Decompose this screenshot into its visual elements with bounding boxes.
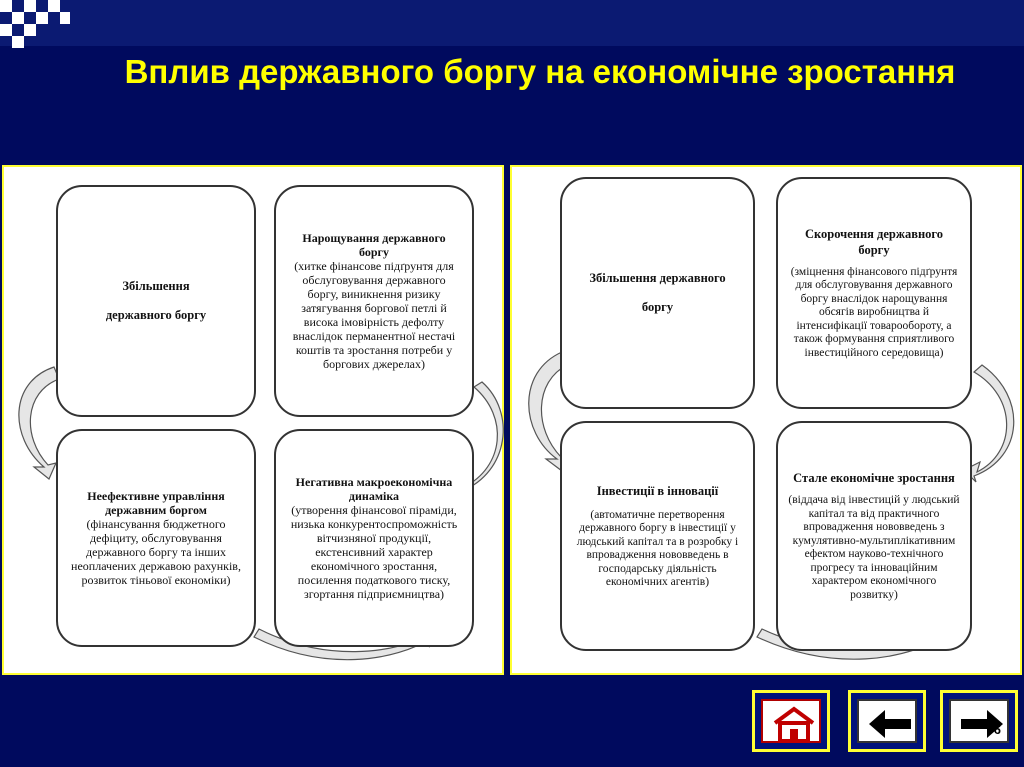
home-icon [763, 701, 825, 747]
home-button[interactable] [752, 690, 830, 752]
page-number: 6 [993, 722, 1001, 737]
arrow-right-icon [951, 701, 1013, 747]
box-heading: боргу [641, 300, 674, 314]
box-body: (фінансування бюджетного дефіциту, обслуговування державного боргу та інших неоплачених державою рахунків, розвиток тіньової економіки) [71, 517, 241, 587]
arrow-left-icon [859, 701, 921, 747]
box-heading: Збільшення державного [589, 271, 726, 285]
right-diagram-panel [510, 165, 1022, 675]
box-body: (віддача від інвестицій у людський капітал та від практичного впровадження нововведень з кумулятивно-мультиплікативним ефектом науково-технічного прогресу та інноваційним характером економічного розвитку) [788, 494, 960, 601]
box-heading: Інвестиції в інновації [596, 483, 719, 498]
previous-button-face [857, 699, 917, 743]
left-box-inefficient-management [56, 429, 256, 647]
left-box-debt-growth [274, 185, 474, 417]
box-body: (зміцнення фінансового підґрунтя для обслуговування державного боргу внаслідок нарощування обсягів виробництва й інтенсифікації товарообороту, а також формування сприятливого інвестиційного середовища) [790, 265, 958, 359]
box-body: (утворення фінансової піраміди, низька конкурентоспроможність вітчизняної продукції, екстенсивний характер економічного зростання, посилення податкового тиску, згортання підприємництва) [290, 503, 458, 601]
right-box-increase-debt [560, 177, 755, 409]
left-diagram-panel [2, 165, 504, 675]
next-slide-button[interactable] [940, 690, 1018, 752]
right-box-sustainable-growth [776, 421, 972, 651]
box-heading: Неефективне управління державним боргом [87, 489, 225, 517]
box-body: (автоматичне перетворення державного боргу в інвестиції у людський капітал та в розробку і впровадження нововведень в господарську діяльність економічних агентів) [576, 508, 739, 588]
box-body: (хитке фінансове підґрунтя для обслуговування державного боргу, виникнення ризику затягування боргової петлі й висока імовірність дефолту внаслідок перманентної нестачі коштів та зростання потреби у боргових джерелах) [292, 259, 456, 371]
previous-slide-button[interactable] [848, 690, 926, 752]
next-button-face [949, 699, 1009, 743]
box-heading: Негативна макроекономічна динаміка [295, 475, 453, 503]
corner-decoration [0, 0, 80, 50]
right-box-debt-reduction [776, 177, 972, 409]
box-heading: Скорочення державного боргу [804, 226, 944, 257]
box-heading: державного боргу [105, 308, 207, 322]
right-box-innovation-investment [560, 421, 755, 651]
slide-title: Вплив державного боргу на економічне зростання [124, 53, 956, 90]
left-box-increase-debt [56, 185, 256, 417]
left-box-negative-dynamics [274, 429, 474, 647]
box-heading: Нарощування державного боргу [302, 231, 446, 259]
home-button-face [761, 699, 821, 743]
box-heading: Збільшення [122, 279, 190, 293]
top-bar [0, 0, 1024, 46]
box-heading: Стале економічне зростання [793, 471, 955, 485]
